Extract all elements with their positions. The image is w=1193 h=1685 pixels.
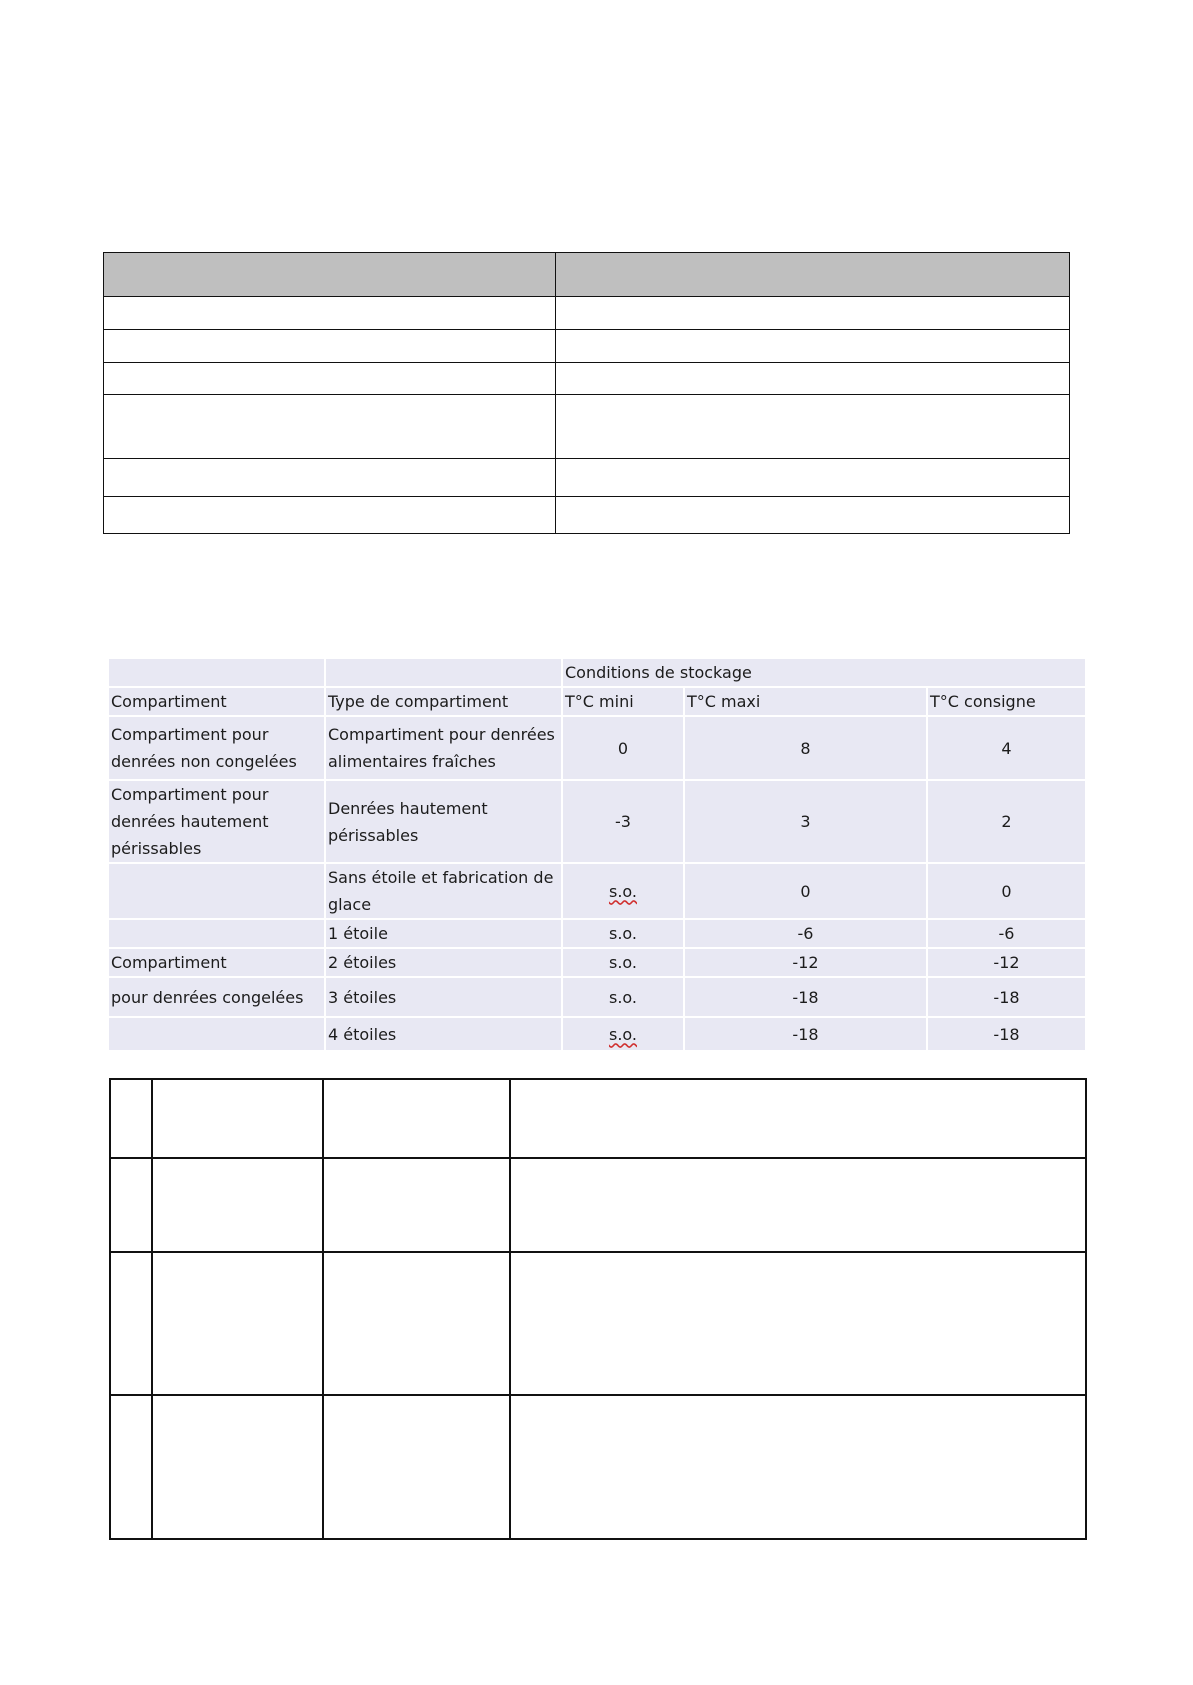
cell-tmax: 0 — [685, 864, 926, 918]
cell-type: 1 étoile — [326, 920, 561, 947]
table-cell — [510, 1079, 1086, 1158]
cell-tconsigne: 4 — [928, 717, 1085, 779]
cell-tconsigne: -6 — [928, 920, 1085, 947]
table-cell — [110, 1158, 152, 1252]
table-cell — [323, 1158, 510, 1252]
cell-compartiment — [109, 1018, 324, 1050]
column-header-tmax: T°C maxi — [685, 688, 926, 715]
cell-tmin: s.o. — [563, 978, 683, 1016]
cell-compartiment: pour denrées congelées — [109, 978, 324, 1016]
table-row — [104, 330, 1070, 363]
table-cell — [110, 1395, 152, 1539]
table-header-row — [104, 253, 1070, 297]
table-row — [104, 363, 1070, 395]
cell-tmax: -18 — [685, 978, 926, 1016]
table-cell — [510, 1395, 1086, 1539]
cell-tmin — [563, 864, 683, 918]
cell-type: Sans étoile et fabrication de glace — [326, 864, 561, 918]
table-cell — [152, 1252, 323, 1395]
table-cell — [556, 459, 1070, 497]
table-row — [110, 1252, 1086, 1395]
cell-tmax: 3 — [685, 781, 926, 862]
table-cell — [323, 1079, 510, 1158]
table-cell — [556, 330, 1070, 363]
cell-tmin: -3 — [563, 781, 683, 862]
cell-type: 3 étoiles — [326, 978, 561, 1016]
cell-tmin — [563, 1018, 683, 1050]
cell-tmax: 8 — [685, 717, 926, 779]
table-cell — [104, 459, 556, 497]
table-cell — [104, 363, 556, 395]
cell-type: 2 étoiles — [326, 949, 561, 976]
empty-table-bottom — [109, 1078, 1087, 1540]
table-cell — [323, 1395, 510, 1539]
table-cell — [326, 659, 561, 686]
table-row — [110, 1158, 1086, 1252]
cell-compartiment: Compartiment pour denrées hautement périssables — [109, 781, 324, 862]
table-cell — [109, 659, 324, 686]
table-cell — [110, 1252, 152, 1395]
cell-tconsigne: 2 — [928, 781, 1085, 862]
cell-type: 4 étoiles — [326, 1018, 561, 1050]
table-cell — [104, 497, 556, 534]
table-row — [109, 1018, 1085, 1050]
cell-tconsigne: -18 — [928, 1018, 1085, 1050]
cell-tmax: -12 — [685, 949, 926, 976]
cell-compartiment — [109, 864, 324, 918]
table-cell — [152, 1158, 323, 1252]
table-row — [109, 978, 1085, 1016]
cell-tmax: -18 — [685, 1018, 926, 1050]
table-row — [104, 297, 1070, 330]
table-row — [104, 497, 1070, 534]
table-cell — [556, 395, 1070, 459]
cell-compartiment — [109, 920, 324, 947]
cell-tconsigne: -12 — [928, 949, 1085, 976]
column-header-tconsigne: T°C consigne — [928, 688, 1085, 715]
table-cell — [110, 1079, 152, 1158]
table-cell — [510, 1158, 1086, 1252]
header-group-row — [109, 659, 1085, 686]
table-row — [109, 920, 1085, 947]
table-cell — [152, 1395, 323, 1539]
cell-compartiment: Compartiment — [109, 949, 324, 976]
column-header-type: Type de compartiment — [326, 688, 561, 715]
cell-tmax: -6 — [685, 920, 926, 947]
table-row — [109, 864, 1085, 918]
table-cell — [556, 253, 1070, 297]
table-row — [104, 395, 1070, 459]
table-row — [109, 781, 1085, 862]
cell-tmin: s.o. — [563, 920, 683, 947]
column-header-row — [109, 688, 1085, 715]
table-row — [110, 1395, 1086, 1539]
table-cell — [556, 363, 1070, 395]
column-header-tmin: T°C mini — [563, 688, 683, 715]
table-cell — [152, 1079, 323, 1158]
table-row — [110, 1079, 1086, 1158]
empty-table-top — [103, 252, 1070, 534]
table-cell — [556, 497, 1070, 534]
so-text: s.o. — [608, 1024, 637, 1044]
table-cell — [323, 1252, 510, 1395]
cell-type: Denrées hautement périssables — [326, 781, 561, 862]
cell-compartiment: Compartiment pour denrées non congelées — [109, 717, 324, 779]
storage-conditions-table — [107, 657, 1087, 1052]
table-row — [109, 717, 1085, 779]
cell-tconsigne: -18 — [928, 978, 1085, 1016]
cell-tconsigne: 0 — [928, 864, 1085, 918]
header-group-label: Conditions de stockage — [563, 659, 1085, 686]
table-row — [104, 459, 1070, 497]
table-cell — [104, 330, 556, 363]
column-header-compartiment: Compartiment — [109, 688, 324, 715]
table-cell — [510, 1252, 1086, 1395]
cell-tmin: 0 — [563, 717, 683, 779]
table-cell — [104, 395, 556, 459]
cell-tmin: s.o. — [563, 949, 683, 976]
table-cell — [104, 253, 556, 297]
cell-type: Compartiment pour denrées alimentaires fraîches — [326, 717, 561, 779]
so-text: s.o. — [608, 881, 637, 901]
table-row — [109, 949, 1085, 976]
table-cell — [104, 297, 556, 330]
table-cell — [556, 297, 1070, 330]
